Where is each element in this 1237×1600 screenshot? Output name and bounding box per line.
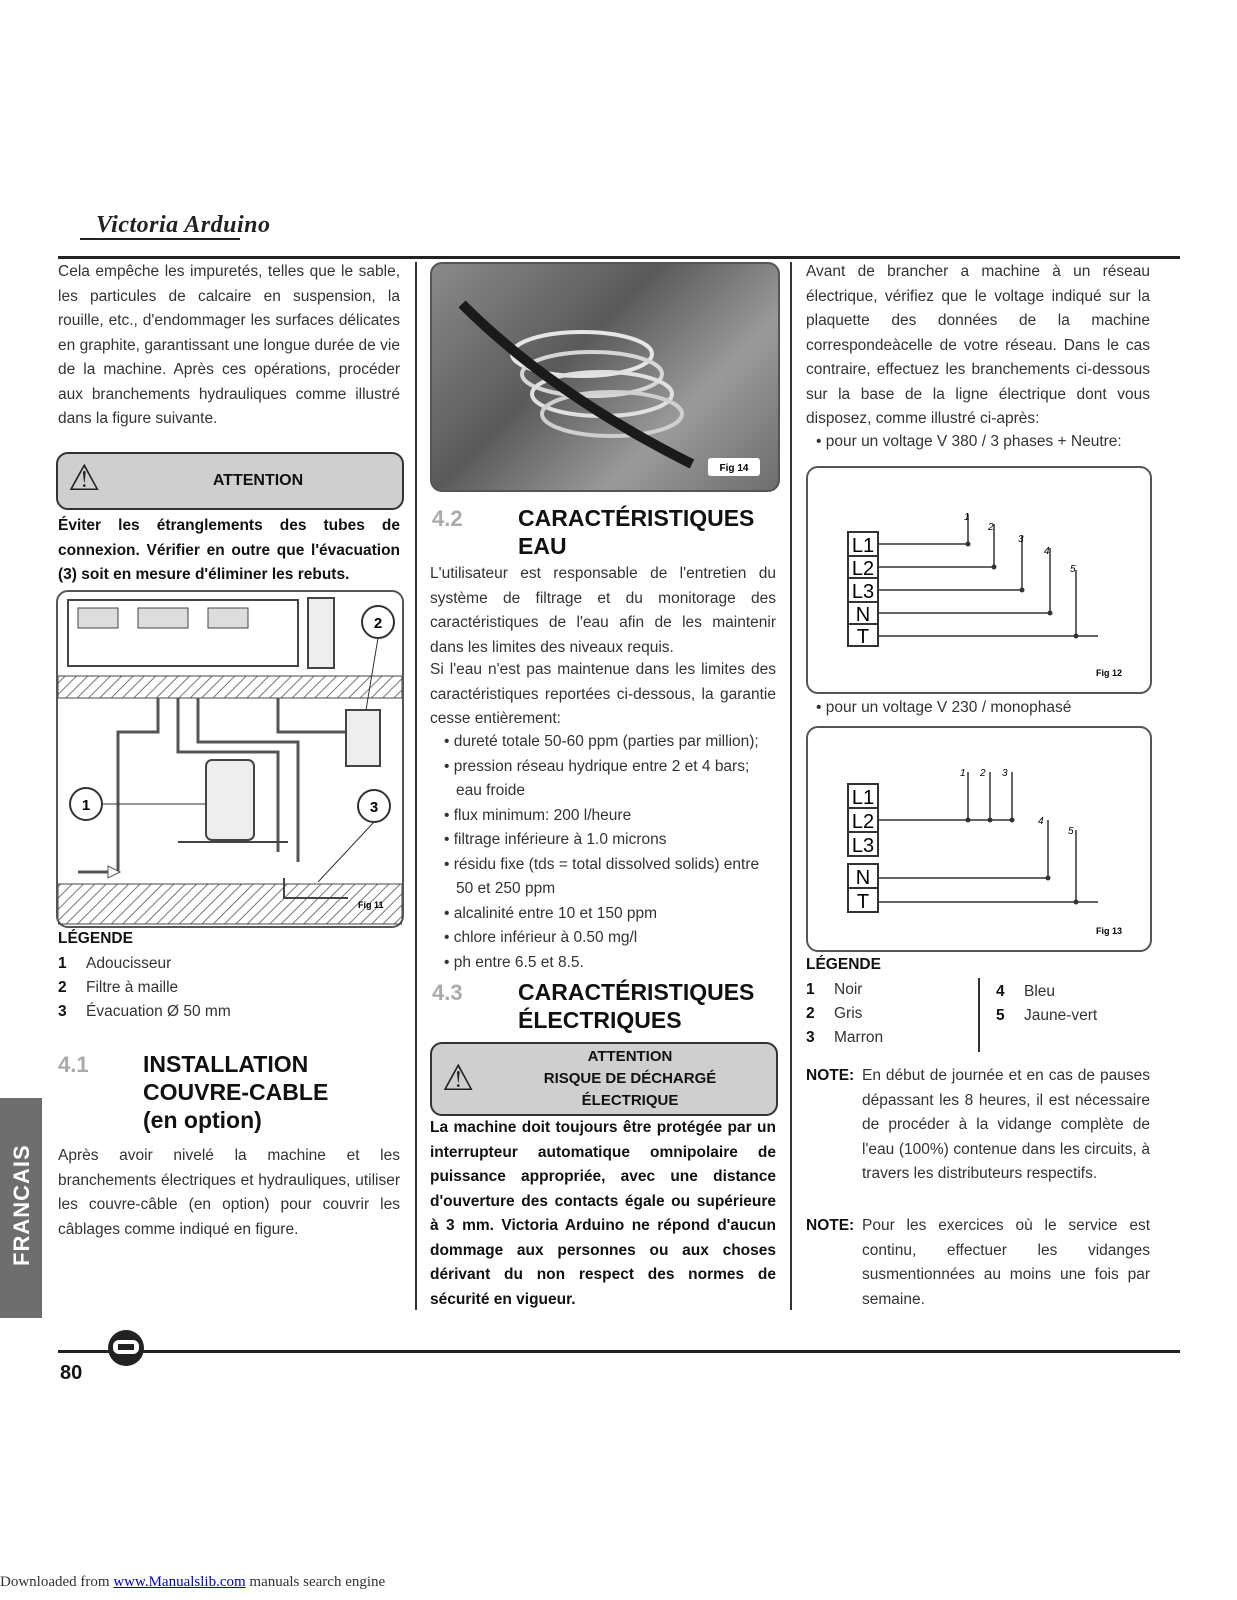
wire-number: 5: [1068, 826, 1074, 837]
section-paragraph: Après avoir nivelé la machine et les branchements électriques et hydrauliques, utiliser les couvre-câble (en option) pour couvrir les câblages comme indiqué en figure.: [58, 1147, 400, 1238]
brand-emblem-icon: [108, 1330, 144, 1366]
figure-14-photo: [430, 262, 780, 492]
attention-box: [56, 452, 404, 510]
note-text: En début de journée et en cas de pauses dépassant les 8 heures, il est nécessaire de procéder à la vidange complète de l'eau (100%) contenue dans les circuits, à travers les distributeurs respectifs.: [862, 1067, 1150, 1182]
section-number: 4.3: [432, 980, 463, 1005]
section-title: INSTALLATION COUVRE-CABLE (en option): [143, 1051, 329, 1133]
legend-list: [58, 952, 398, 1024]
section-title: CARACTÉRISTIQUES EAU: [518, 505, 755, 559]
wire-number: 1: [960, 768, 966, 779]
section-number: 4.1: [58, 1052, 89, 1077]
attention-title: ATTENTION: [212, 472, 304, 489]
list-item: • flux minimum: 200 l/heure: [434, 804, 778, 829]
figure-12-wiring: [806, 466, 1152, 694]
brand-underline: [80, 238, 240, 240]
legend-item: 1 Adoucisseur: [58, 955, 172, 972]
brand-logo: Victoria Arduino: [96, 212, 271, 238]
electric-warning-title: ATTENTION RISQUE DE DÉCHARGÉ ÉLECTRIQUE: [543, 1048, 717, 1109]
bottom-rule: [58, 1350, 1180, 1353]
language-label: FRANCAIS: [9, 1144, 34, 1266]
electrical-intro: Avant de brancher a machine à un réseau électrique, vérifiez que le voltage indiqué sur la plaquette des données de la machine correspondeàcelle de votre réseau. Dans le cas contraire, effectuez les branchements ci-dessous sur la base de la ligne électrique dont vous disposez, comme illustré ci-après:: [806, 263, 1150, 427]
list-item: • filtrage inférieure à 1.0 microns: [434, 828, 778, 853]
figure-label: Fig 11: [358, 900, 384, 910]
cable-cover-photo: [432, 264, 778, 490]
legend-title: LÉGENDE: [58, 930, 133, 947]
callout-3: 3: [369, 799, 379, 816]
legend-item: 4 Bleu: [996, 983, 1056, 1000]
column-separator: [415, 262, 417, 1310]
legend-list-right: [996, 980, 1156, 1028]
list-item: • chlore inférieur à 0.50 mg/l: [434, 926, 778, 951]
terminal-label: N: [855, 867, 871, 889]
voltage-230-note: • pour un voltage V 230 / monophasé: [816, 699, 1072, 716]
footer-prefix: Downloaded from: [0, 1574, 114, 1590]
column-separator: [790, 262, 792, 1310]
legend-item: 2 Gris: [806, 1005, 863, 1022]
wire-number: 4: [1038, 816, 1044, 827]
water-requirements-list: [434, 730, 778, 975]
list-item: • pression réseau hydrique entre 2 et 4 bars; eau froide: [434, 755, 778, 804]
intro-paragraph: Cela empêche les impuretés, telles que le sable, les particules de calcaire en suspension, la rouille, etc., d'endommager les surfaces délicates en graphite, garantissant une longue durée de vie de la machine. Après ces opérations, procéder aux branchements hydrauliques comme illustré dans la figure suivante.: [58, 263, 400, 427]
wire-number: 4: [1044, 546, 1050, 557]
wire-number: 3: [1002, 768, 1008, 779]
wire-number: 2: [988, 522, 994, 533]
voltage-380-note: • pour un voltage V 380 / 3 phases + Neutre:: [816, 433, 1122, 450]
terminal-label: L1: [851, 535, 875, 557]
wire-number: 5: [1070, 564, 1076, 575]
terminal-label: T: [856, 626, 870, 648]
legend-item: 3 Évacuation Ø 50 mm: [58, 1003, 231, 1020]
legend-item: 1 Noir: [806, 981, 863, 998]
terminal-label: L3: [851, 835, 875, 857]
legend-item: 5 Jaune-vert: [996, 1007, 1098, 1024]
list-item: • résidu fixe (tds = total dissolved solids) entre 50 et 250 ppm: [434, 853, 778, 902]
warning-triangle-icon: ⚠: [68, 457, 101, 498]
callout-2: 2: [373, 615, 383, 632]
legend-divider: [978, 978, 980, 1052]
note-label: NOTE:: [806, 1067, 855, 1084]
note-1: [806, 1064, 1150, 1187]
legend-item: 2 Filtre à maille: [58, 979, 179, 996]
section-number: 4.2: [432, 506, 463, 531]
wiring-diagram-380v: [808, 468, 1150, 692]
plumbing-diagram: [58, 592, 402, 926]
list-item: • dureté totale 50-60 ppm (parties par million);: [434, 730, 778, 755]
terminal-label: L1: [851, 787, 875, 809]
legend-list-left: [806, 978, 976, 1050]
page-number: 80: [60, 1362, 83, 1384]
language-tab: [0, 1098, 42, 1318]
terminal-label: L2: [851, 811, 875, 833]
terminal-label: T: [856, 891, 870, 913]
figure-label: Fig 13: [1096, 926, 1123, 936]
attention-text: Éviter les étranglements des tubes de connexion. Vérifier en outre que l'évacuation (3) soit en mesure d'éliminer les rebuts.: [58, 517, 400, 583]
note-label: NOTE:: [806, 1217, 855, 1234]
note-2: [806, 1214, 1150, 1312]
top-rule: [58, 256, 1180, 259]
download-footer: [0, 1574, 385, 1591]
wire-number: 3: [1018, 534, 1024, 545]
legend-title: LÉGENDE: [806, 956, 881, 973]
wire-number: 2: [980, 768, 986, 779]
warning-triangle-icon: ⚠: [442, 1057, 475, 1098]
wiring-diagram-230v: [808, 728, 1150, 950]
legend-item: 3 Marron: [806, 1029, 884, 1046]
figure-label: Fig 12: [1096, 668, 1123, 678]
figure-11: [56, 590, 404, 928]
electric-warning-text: La machine doit toujours être protégée par un interrupteur automatique omnipolaire de puissance appropriée, avec une distance d'ouverture des contacts égale ou supérieure à 3 mm. Victoria Arduino ne répond d'aucun dommage aux personnes ou aux choses dérivant du non respect des normes de sécurité en vigueur.: [430, 1119, 776, 1308]
list-item: • ph entre 6.5 et 8.5.: [434, 951, 778, 976]
figure-label: Fig 14: [719, 463, 749, 474]
note-text: Pour les exercices où le service est continu, effectuer les vidanges susmentionnées au moins une fois par semaine.: [862, 1217, 1150, 1308]
wire-number: 1: [964, 512, 970, 523]
terminal-label: L3: [851, 581, 875, 603]
footer-suffix: manuals search engine: [245, 1574, 386, 1590]
electric-warning-box: [430, 1042, 778, 1116]
terminal-label: L2: [851, 558, 875, 580]
list-item: • alcalinité entre 10 et 150 ppm: [434, 902, 778, 927]
section-title: CARACTÉRISTIQUES ÉLECTRIQUES: [518, 979, 755, 1033]
manualslib-link[interactable]: www.Manualslib.com: [113, 1574, 246, 1590]
water-paragraph-2: Si l'eau n'est pas maintenue dans les limites des caractéristiques reportées ci-dessous, la garantie cesse entièrement:: [430, 661, 776, 727]
figure-13-wiring: [806, 726, 1152, 952]
callout-1: 1: [81, 797, 91, 814]
terminal-label: N: [855, 604, 871, 626]
water-paragraph-1: L'utilisateur est responsable de l'entretien du système de filtrage et du monitorage des caractéristiques de l'eau afin de les maintenir dans les limites des niveaux requis.: [430, 565, 776, 656]
